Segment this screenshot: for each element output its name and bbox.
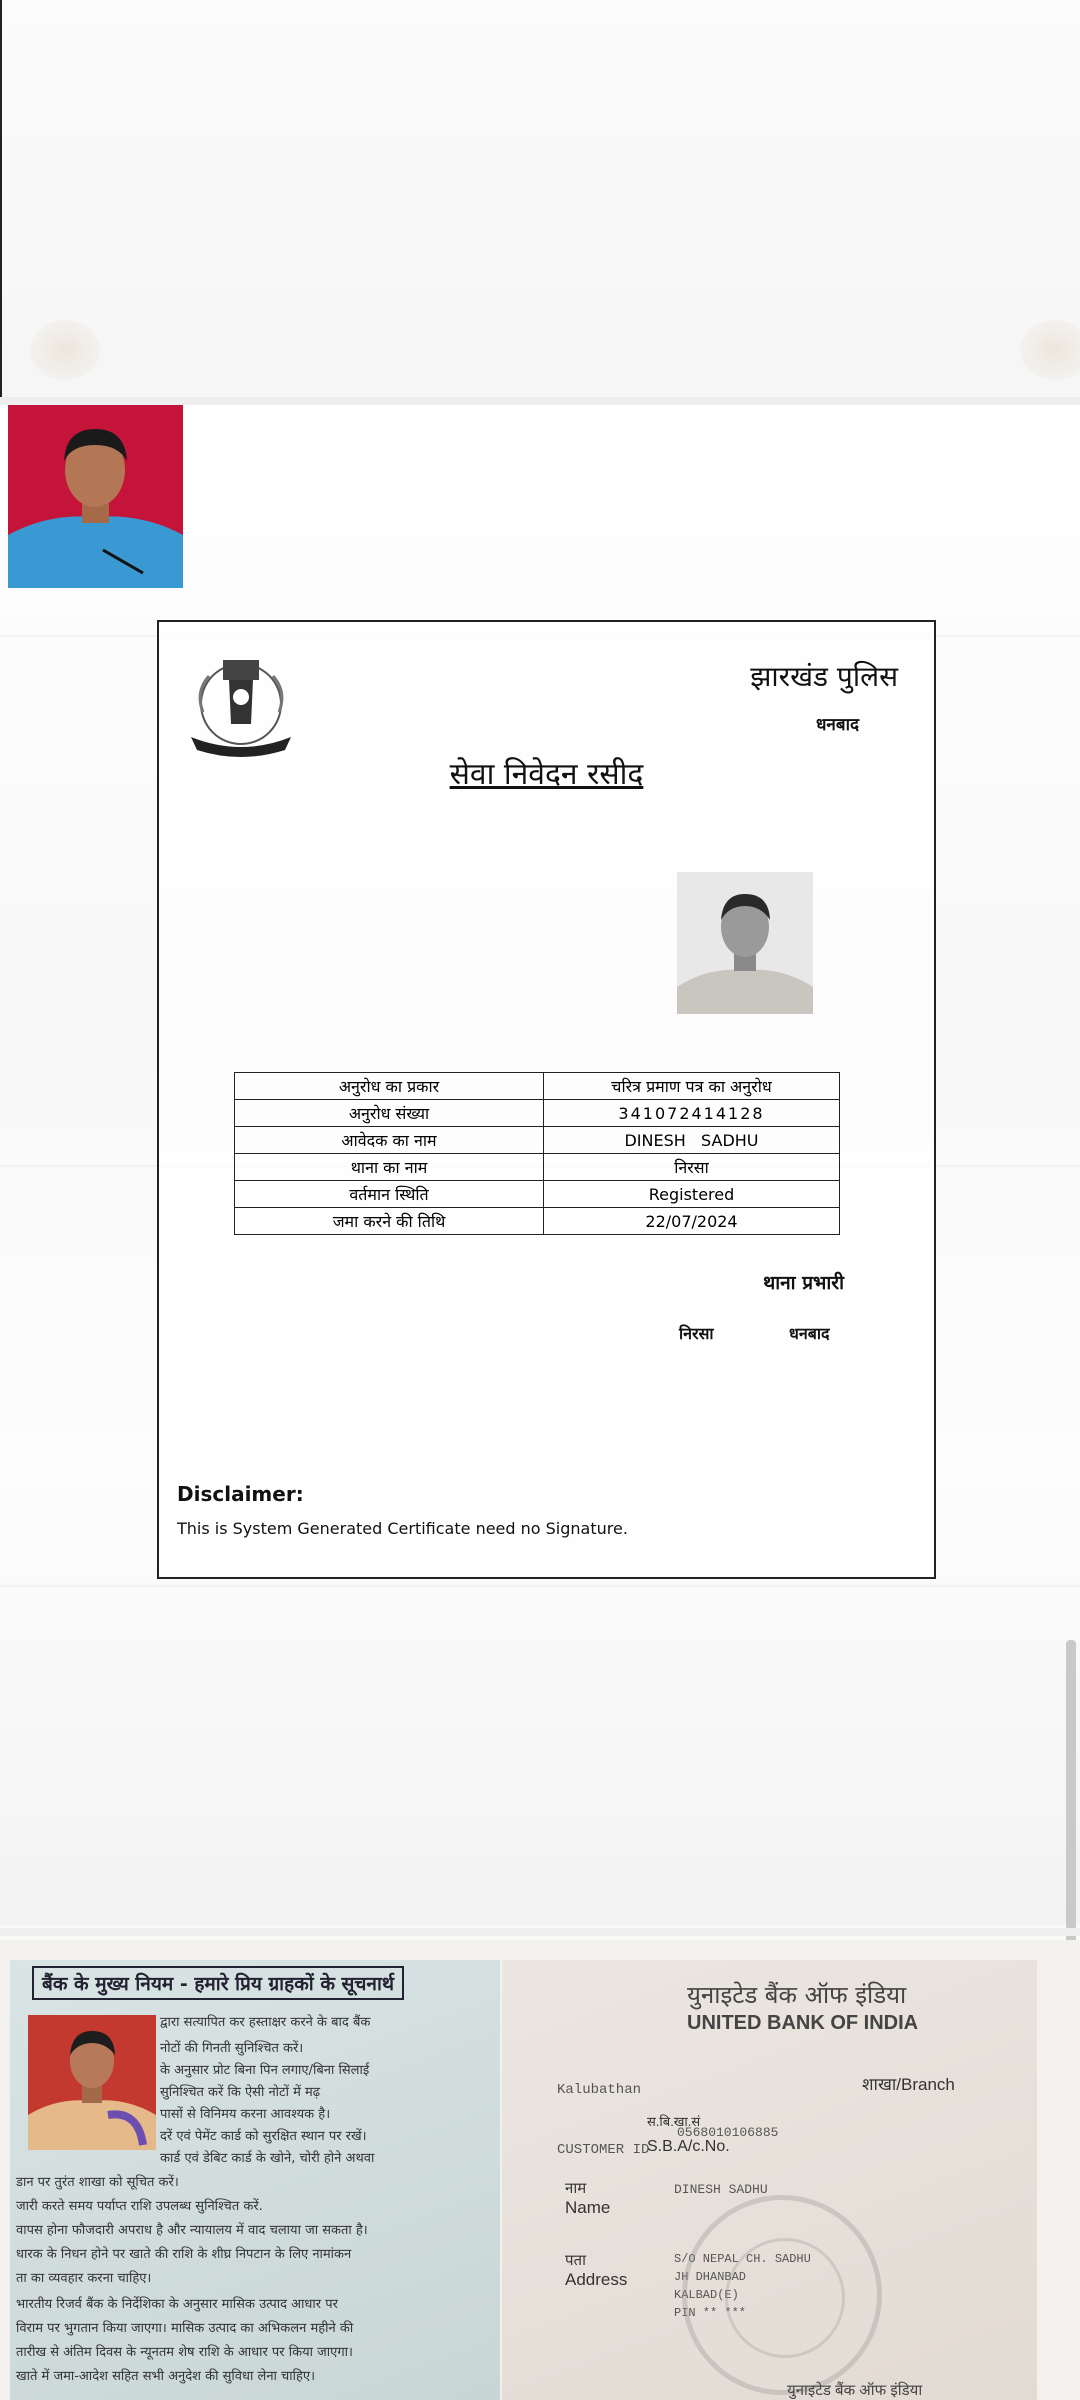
paper-fold <box>0 1585 1080 1587</box>
blank-scan-page <box>0 0 1080 397</box>
paper-stain <box>1020 320 1080 380</box>
address-label-hindi: पता <box>565 2252 586 2269</box>
table-row <box>235 1181 840 1208</box>
account-number: 0568010106885 <box>677 2125 779 2140</box>
bank-passbook-page <box>0 1940 1080 2400</box>
rule-line: द्वारा सत्यापित कर हस्ताक्षर करने के बाद बैंक <box>160 2015 371 2030</box>
table-row <box>235 1154 840 1181</box>
passbook-account-page <box>502 1960 1037 2400</box>
branch-label: शाखा/Branch <box>862 2075 955 2094</box>
address-line: S/O NEPAL CH. SADHU <box>674 2252 811 2266</box>
sb-account-label: S.B.A/c.No. <box>647 2138 730 2155</box>
rule-line: कार्ड एवं डेबिट कार्ड के खोने, चोरी होने अथवा <box>160 2151 375 2166</box>
rule-line: धारक के निधन होने पर खाते की राशि के शीघ्र निपटान के लिए नामांकन <box>16 2247 352 2262</box>
row-label: अनुरोध संख्या <box>235 1100 544 1127</box>
request-details-table <box>234 1072 840 1235</box>
rule-line: तारीख से अंतिम दिवस के न्यूनतम शेष राशि के आधार पर किया जाएगा। <box>16 2345 353 2360</box>
rule-line: पासों से विनिमय करना आवश्यक है। <box>160 2107 331 2122</box>
branch-value: Kalubathan <box>557 2082 642 2098</box>
rule-line: जारी करते समय पर्याप्त राशि उपलब्ध सुनिश्चित करें. <box>16 2199 263 2214</box>
rule-line: के अनुसार प्रोट बिना पिन लगाए/बिना सिलाई <box>160 2063 370 2078</box>
name-label-english: Name <box>565 2198 611 2217</box>
table-row <box>235 1208 840 1235</box>
bank-name-english: UNITED BANK OF INDIA <box>687 2012 919 2034</box>
police-emblem <box>181 652 301 762</box>
passbook-holder-photo <box>28 2015 156 2150</box>
address-label-english: Address <box>565 2270 628 2289</box>
page-divider <box>0 1928 1080 1936</box>
police-receipt-page <box>0 405 1080 1925</box>
row-value: Registered <box>544 1181 840 1208</box>
rule-line: दरें एवं पेमेंट कार्ड को सुरक्षित स्थान पर रखें। <box>160 2129 367 2144</box>
address-line: JH DHANBAD <box>674 2270 747 2284</box>
address-line: KALBAD(E) <box>674 2288 739 2302</box>
rule-line: ता का व्यवहार करना चाहिए। <box>16 2271 152 2286</box>
table-row <box>235 1100 840 1127</box>
name-label-hindi: नाम <box>565 2180 587 2197</box>
rule-line: नोटों की गिनती सुनिश्चित करें। <box>160 2041 304 2056</box>
row-value: 22/07/2024 <box>544 1208 840 1235</box>
rule-line: भारतीय रिजर्व बैंक के निर्देशिका के अनुसार मासिक उत्पाद आधार पर <box>16 2297 338 2312</box>
row-value: चरित्र प्रमाण पत्र का अनुरोध <box>544 1073 840 1100</box>
disclaimer-heading: Disclaimer: <box>177 1482 304 1506</box>
rule-line: वापस होना फौजदारी अपराध है और न्यायालय में वाद चलाया जा सकता है। <box>16 2223 368 2238</box>
row-label: वर्तमान स्थिति <box>235 1181 544 1208</box>
receipt-title: सेवा निवेदन रसीद <box>449 757 644 792</box>
table-row <box>235 1073 840 1100</box>
row-value: DINESH SADHU <box>544 1127 840 1154</box>
page-divider <box>0 397 1080 405</box>
service-receipt-certificate <box>157 620 936 1579</box>
police-title: झारखंड पुलिस <box>750 660 898 693</box>
bank-seal-stamp <box>682 2195 882 2395</box>
row-label: थाना का नाम <box>235 1154 544 1181</box>
station-name: निरसा <box>679 1324 714 1343</box>
address-line: PIN ** *** <box>674 2306 747 2320</box>
rule-line: विराम पर भुगतान किया जाएगा। मासिक उत्पाद का अभिकलन महीने की <box>16 2321 354 2336</box>
row-label: अनुरोध का प्रकार <box>235 1073 544 1100</box>
row-value: 341072414128 <box>544 1100 840 1127</box>
rule-line: सुनिश्चित करें कि ऐसी नोटों में मढ़ <box>160 2085 321 2100</box>
passbook-rules-page <box>10 1960 500 2400</box>
footer-text: युनाइटेड बैंक ऑफ इंडिया <box>787 2382 923 2399</box>
account-label: स.बि.खा.सं <box>647 2114 701 2129</box>
rule-line: डान पर तुरंत शाखा को सूचित करें। <box>16 2175 179 2190</box>
rule-line: खाते में जमा-आदेश सहित सभी अनुदेश की सुविधा लेना चाहिए। <box>16 2369 316 2384</box>
paper-stain <box>30 320 100 380</box>
page-edge <box>0 0 2 397</box>
bank-name-hindi: युनाइटेड बैंक ऑफ इंडिया <box>687 1981 907 2009</box>
station-district: धनबाद <box>789 1324 830 1343</box>
rules-title: बैंक के मुख्य नियम - हमारे प्रिय ग्राहकों के सूचनार्थ <box>32 1966 404 2000</box>
applicant-photo <box>8 405 183 588</box>
name-value: DINESH SADHU <box>674 2182 768 2197</box>
police-district: धनबाद <box>815 715 859 735</box>
row-label: जमा करने की तिथि <box>235 1208 544 1235</box>
row-label: आवेदक का नाम <box>235 1127 544 1154</box>
certificate-photo <box>677 872 813 1014</box>
officer-title: थाना प्रभारी <box>763 1272 844 1294</box>
table-row <box>235 1127 840 1154</box>
disclaimer-text: This is System Generated Certificate need no Signature. <box>177 1519 628 1538</box>
customer-id-label: CUSTOMER ID <box>557 2142 650 2158</box>
row-value: निरसा <box>544 1154 840 1181</box>
